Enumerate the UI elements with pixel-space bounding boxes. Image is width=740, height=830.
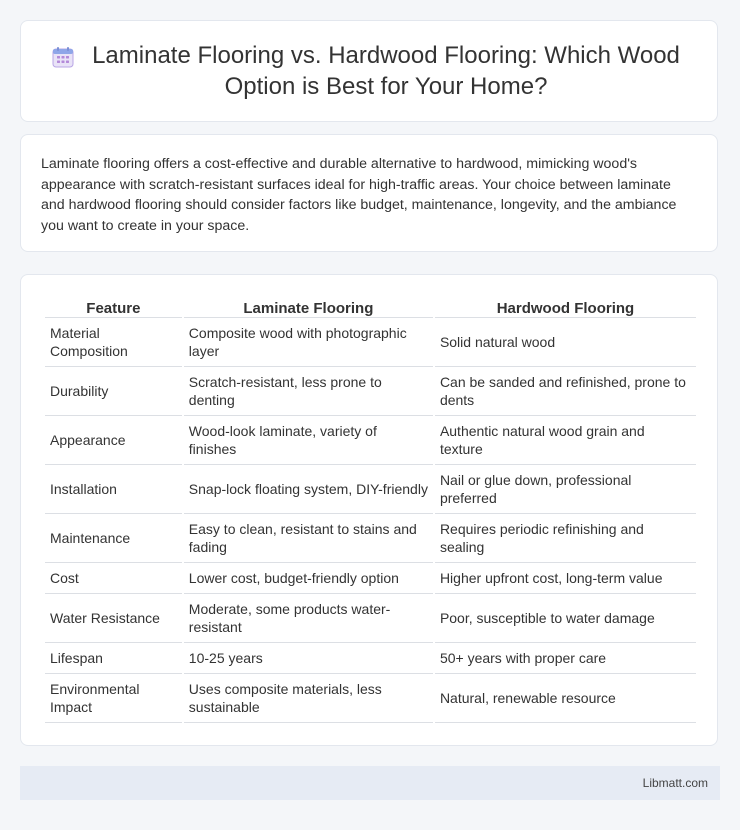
hardwood-cell: 50+ years with proper care bbox=[435, 643, 696, 674]
feature-cell: Maintenance bbox=[45, 514, 182, 563]
feature-cell: Material Composition bbox=[45, 318, 182, 367]
feature-cell: Installation bbox=[45, 465, 182, 514]
table-row bbox=[45, 514, 696, 563]
calendar-icon bbox=[52, 46, 74, 68]
laminate-cell: Easy to clean, resistant to stains and fading bbox=[184, 514, 433, 563]
page-title: Laminate Flooring vs. Hardwood Flooring: Which Wood Option is Best for Your Home? bbox=[92, 42, 680, 100]
feature-cell: Environmental Impact bbox=[45, 674, 182, 723]
table-row bbox=[45, 563, 696, 594]
hardwood-cell: Requires periodic refinishing and sealing bbox=[435, 514, 696, 563]
column-header-laminate: Laminate Flooring bbox=[184, 295, 433, 318]
footer bbox=[20, 766, 720, 800]
comparison-card bbox=[20, 274, 718, 746]
feature-cell: Lifespan bbox=[45, 643, 182, 674]
title-card bbox=[20, 20, 718, 122]
hardwood-cell: Nail or glue down, professional preferred bbox=[435, 465, 696, 514]
column-header-hardwood: Hardwood Flooring bbox=[435, 295, 696, 318]
table-row bbox=[45, 318, 696, 367]
comparison-table bbox=[43, 295, 698, 723]
laminate-cell: Moderate, some products water-resistant bbox=[184, 594, 433, 643]
feature-cell: Appearance bbox=[45, 416, 182, 465]
table-row bbox=[45, 416, 696, 465]
title-row bbox=[21, 40, 717, 102]
laminate-cell: 10-25 years bbox=[184, 643, 433, 674]
laminate-cell: Scratch-resistant, less prone to denting bbox=[184, 367, 433, 416]
laminate-cell: Lower cost, budget-friendly option bbox=[184, 563, 433, 594]
table-row bbox=[45, 367, 696, 416]
hardwood-cell: Solid natural wood bbox=[435, 318, 696, 367]
column-header-feature: Feature bbox=[45, 295, 182, 318]
hardwood-cell: Natural, renewable resource bbox=[435, 674, 696, 723]
table-header-row bbox=[45, 295, 696, 318]
feature-cell: Durability bbox=[45, 367, 182, 416]
laminate-cell: Uses composite materials, less sustainable bbox=[184, 674, 433, 723]
intro-paragraph: Laminate flooring offers a cost-effective and durable alternative to hardwood, mimicking wood's appearance with scratch-resistant surfaces ideal for high-traffic areas. Your choice between laminate and hardwood flooring should consider factors like budget, maintenance, longevity, and the ambiance you want to create in your space. bbox=[41, 156, 677, 234]
hardwood-cell: Authentic natural wood grain and texture bbox=[435, 416, 696, 465]
laminate-cell: Snap-lock floating system, DIY-friendly bbox=[184, 465, 433, 514]
intro-card bbox=[20, 134, 718, 252]
table-row bbox=[45, 643, 696, 674]
hardwood-cell: Can be sanded and refinished, prone to dents bbox=[435, 367, 696, 416]
footer-brand-link[interactable]: Libmatt.com bbox=[642, 776, 708, 790]
laminate-cell: Composite wood with photographic layer bbox=[184, 318, 433, 367]
laminate-cell: Wood-look laminate, variety of finishes bbox=[184, 416, 433, 465]
hardwood-cell: Higher upfront cost, long-term value bbox=[435, 563, 696, 594]
table-row bbox=[45, 465, 696, 514]
feature-cell: Cost bbox=[45, 563, 182, 594]
hardwood-cell: Poor, susceptible to water damage bbox=[435, 594, 696, 643]
table-row bbox=[45, 674, 696, 723]
feature-cell: Water Resistance bbox=[45, 594, 182, 643]
table-row bbox=[45, 594, 696, 643]
